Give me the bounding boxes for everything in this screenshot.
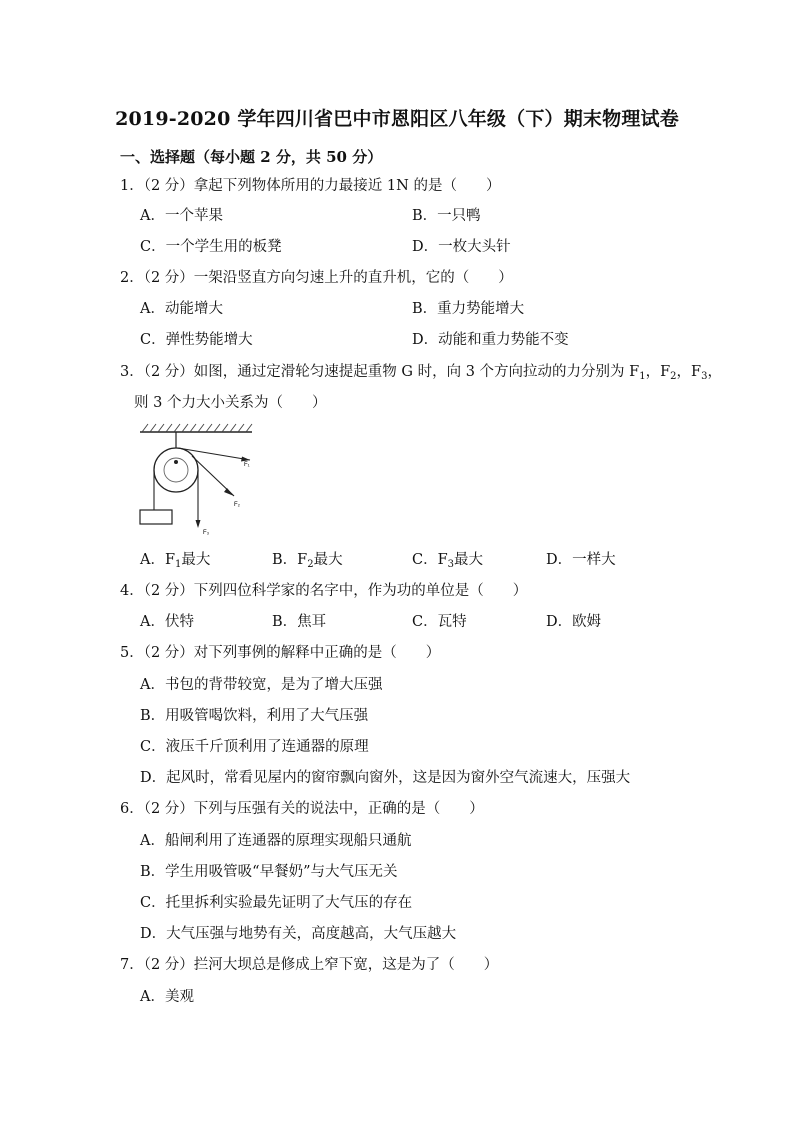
f3-subscript: 3: [701, 371, 708, 382]
question-1-option-b[interactable]: B．一只鸭: [412, 208, 481, 224]
question-1-option-a[interactable]: A．一个苹果: [140, 208, 223, 224]
force-f1-arrow: [241, 457, 250, 462]
question-3-stem-text: 3．（2 分）如图，通过定滑轮匀速提起重物 G 时，向 3 个方向拉动的力分别为 F: [120, 364, 640, 380]
ceiling-hatch: [142, 424, 252, 432]
force-f2-arrow: [224, 488, 234, 496]
question-3-option-c[interactable]: [412, 550, 483, 575]
question-3-stem: [120, 362, 722, 387]
option-text: 最大: [313, 552, 343, 568]
question-5-option-c[interactable]: C．液压千斤顶利用了连通器的原理: [140, 739, 369, 755]
question-1-option-c[interactable]: C．一个学生用的板凳: [140, 239, 282, 255]
question-5-option-b[interactable]: B．用吸管喝饮料，利用了大气压强: [140, 708, 369, 724]
question-5-option-a[interactable]: A．书包的背带较宽，是为了增大压强: [140, 677, 383, 693]
option-text: B．F: [272, 552, 308, 568]
option-subscript: 3: [447, 559, 455, 570]
pulley-wheel: [154, 448, 198, 492]
force-f2-label: F₂: [234, 502, 240, 508]
force-f1-label: F₁: [244, 462, 250, 468]
question-4-option-b[interactable]: B．焦耳: [272, 614, 327, 630]
question-5-option-d[interactable]: D．起风时，常看见屋内的窗帘飘向窗外，这是因为窗外空气流速大，压强大: [140, 770, 631, 786]
force-f3-label: F₃: [203, 530, 210, 536]
question-6-option-c[interactable]: C．托里拆利实验最先证明了大气压的存在: [140, 895, 413, 911]
question-4-option-a[interactable]: A．伏特: [140, 614, 194, 630]
separator: ，: [707, 364, 722, 380]
question-3-option-a[interactable]: [140, 550, 210, 575]
page-title: 2019-2020 学年四川省巴中市恩阳区八年级（下）期末物理试卷: [115, 108, 679, 130]
question-7-stem: 7．（2 分）拦河大坝总是修成上窄下宽，这是为了（ ）: [120, 957, 499, 973]
question-1-option-d[interactable]: D．一枚大头针: [412, 239, 511, 255]
question-6-option-a[interactable]: A．船闸利用了连通器的原理实现船只通航: [140, 833, 412, 849]
question-2-option-b[interactable]: B．重力势能增大: [412, 301, 525, 317]
separator: ，F: [676, 364, 702, 380]
pulley-axle: [174, 460, 178, 464]
question-2-option-c[interactable]: C．弹性势能增大: [140, 332, 253, 348]
question-6-option-b[interactable]: B．学生用吸管吸“早餐奶”与大气压无关: [140, 864, 398, 880]
question-3-option-b[interactable]: [272, 550, 343, 575]
separator: ，F: [645, 364, 671, 380]
option-text: A．F: [140, 552, 176, 568]
f2-subscript: 2: [670, 371, 677, 382]
question-5-stem: 5．（2 分）对下列事例的解释中正确的是（ ）: [120, 645, 441, 661]
option-subscript: 1: [175, 559, 182, 570]
option-text: C．F: [412, 552, 448, 568]
question-2-option-d[interactable]: D．动能和重力势能不变: [412, 332, 569, 348]
f1-subscript: 1: [639, 371, 646, 382]
question-4-stem: 4．（2 分）下列四位科学家的名字中，作为功的单位是（ ）: [120, 583, 528, 599]
question-3-stem-line-2: 则 3 个力大小关系为（ ）: [134, 395, 327, 411]
option-text: 最大: [181, 552, 211, 568]
question-7-option-a[interactable]: A．美观: [140, 989, 194, 1005]
question-3-option-d[interactable]: D．一样大: [546, 552, 616, 568]
question-6-stem: 6．（2 分）下列与压强有关的说法中，正确的是（ ）: [120, 801, 484, 817]
question-4-option-d[interactable]: D．欧姆: [546, 614, 602, 630]
question-1-stem: 1．（2 分）拿起下列物体所用的力最接近 1N 的是（ ）: [120, 178, 501, 194]
pulley-diagram: [126, 418, 276, 544]
section-heading: 一、选择题（每小题 2 分，共 50 分）: [120, 148, 383, 166]
force-f3-arrow: [196, 520, 201, 528]
question-2-option-a[interactable]: A．动能增大: [140, 301, 223, 317]
weight-block: [140, 510, 172, 524]
question-2-stem: 2．（2 分）一架沿竖直方向匀速上升的直升机，它的（ ）: [120, 270, 513, 286]
option-subscript: 2: [307, 559, 314, 570]
question-4-option-c[interactable]: C．瓦特: [412, 614, 467, 630]
question-6-option-d[interactable]: D．大气压强与地势有关，高度越高，大气压越大: [140, 926, 457, 942]
option-text: 最大: [454, 552, 484, 568]
